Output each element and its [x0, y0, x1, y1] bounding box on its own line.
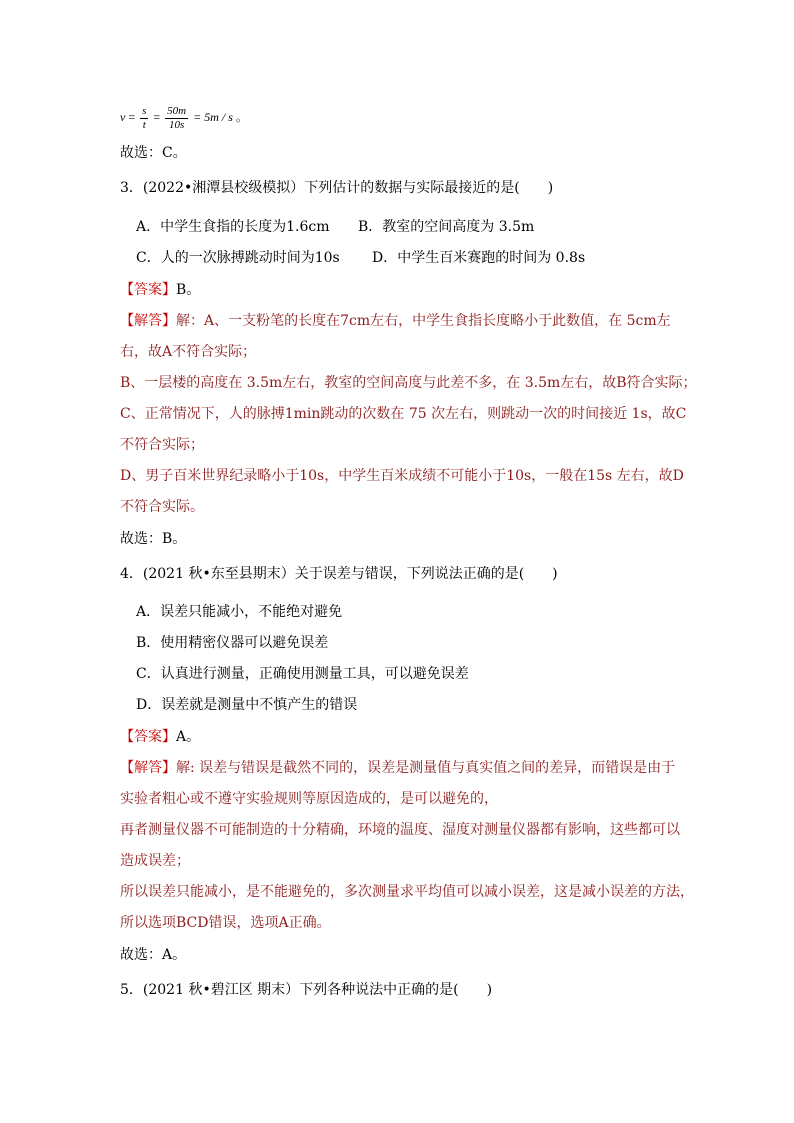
- q4-stem: 4．(2021 秋•东至县期末）关于误差与错误，下列说法正确的是( ): [120, 566, 558, 582]
- q3-choice: 故选：B。: [120, 531, 187, 547]
- analysis-text: 解：A、一支粉笔的长度在7cm左右，中学生食指长度略小于此数值，在 5cm左: [176, 313, 671, 329]
- q3-options-row2: [136, 248, 585, 268]
- fraction-s-over-t: [140, 105, 148, 132]
- q5-stem: 5．(2021 秋•碧江区 期末）下列各种说法中正确的是( ): [120, 982, 493, 998]
- formula-v: v: [120, 110, 126, 124]
- q4-analysis-line: 所以选项BCD错误，选项A正确。: [120, 915, 331, 931]
- q3-answer: [120, 280, 200, 300]
- q3-analysis-line: 不符合实际。: [120, 499, 204, 515]
- answer-value: B。: [176, 282, 201, 298]
- q3-stem: 3．(2022•湘潭县校级模拟）下列估计的数据与实际最接近的是( ): [120, 180, 554, 196]
- q4-option-c: C．认真进行测量，正确使用测量工具，可以避免误差: [136, 666, 469, 682]
- analysis-tag: 【解答】: [120, 313, 176, 329]
- formula-end: 。: [232, 110, 248, 124]
- answer-tag: 【答案】: [120, 282, 176, 298]
- fraction-numerator: s: [142, 104, 147, 117]
- q3-option-d: D．中学生百米赛跑的时间为 0.8s: [372, 250, 586, 266]
- q4-option-d: D．误差就是测量中不慎产生的错误: [136, 697, 358, 713]
- analysis-text: 解: 误差与错误是截然不同的，误差是测量值与真实值之间的差异，而错误是由于: [176, 760, 676, 776]
- q2-choice: 故选：C。: [120, 145, 187, 161]
- q4-choice: 故选：A。: [120, 947, 187, 963]
- fraction-denominator: 10s: [169, 118, 185, 131]
- q4-option-a: A．误差只能减小，不能绝对避免: [136, 604, 343, 620]
- fraction-denominator: t: [142, 118, 146, 131]
- formula-result: = 5m / s: [190, 110, 233, 124]
- q3-analysis-line: C、正常情况下，人的脉搏1min跳动的次数在 75 次左右，则跳动一次的时间接近 1s，故C: [120, 406, 687, 422]
- speed-formula: [120, 102, 248, 132]
- q4-analysis-line: 所以误差只能减小，是不能避免的，多次测量求平均值可以减小误差，这是减小误差的方法，: [120, 884, 694, 900]
- formula-equals: =: [150, 110, 164, 124]
- q4-analysis-line: [120, 758, 675, 778]
- formula-equals: =: [125, 110, 139, 124]
- q3-analysis-line: D、男子百米世界纪录略小于10s，中学生百米成绩不可能小于10s，一般在15s 左右，故D: [120, 468, 684, 484]
- q4-analysis-line: 实验者粗心或不遵守实验规则等原因造成的，是可以避免的，: [120, 791, 498, 807]
- q3-option-b: B．教室的空间高度为 3.5m: [358, 219, 535, 235]
- q3-option-c: C．人的一次脉搏跳动时间为10s: [136, 250, 340, 266]
- q3-analysis-line: 右，故A不符合实际；: [120, 344, 257, 360]
- q3-analysis-line: B、一层楼的高度在 3.5m左右，教室的空间高度与此差不多，在 3.5m左右，故B符合实际；: [120, 375, 697, 391]
- answer-value: A。: [176, 729, 201, 745]
- q3-option-a: A．中学生食指的长度为1.6cm: [136, 219, 330, 235]
- q3-options-row1: [136, 217, 534, 237]
- q3-analysis-line: [120, 311, 671, 331]
- fraction-distance-over-time: [165, 105, 188, 132]
- analysis-tag: 【解答】: [120, 760, 176, 776]
- q4-analysis-line: 造成误差；: [120, 853, 190, 869]
- q4-analysis-line: 再者测量仪器不可能制造的十分精确，环境的温度、湿度对测量仪器都有影响，这些都可以: [120, 822, 680, 838]
- fraction-numerator: 50m: [167, 104, 187, 117]
- q4-answer: [120, 727, 200, 747]
- answer-tag: 【答案】: [120, 729, 176, 745]
- q3-analysis-line: 不符合实际；: [120, 437, 204, 453]
- q4-option-b: B．使用精密仪器可以避免误差: [136, 635, 329, 651]
